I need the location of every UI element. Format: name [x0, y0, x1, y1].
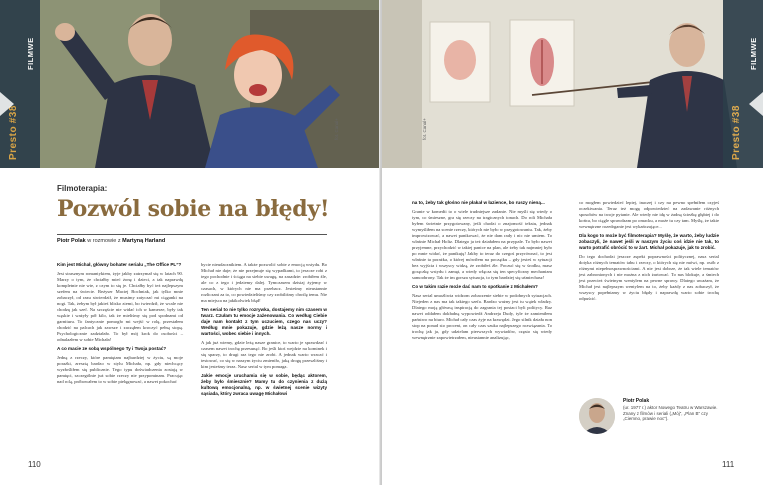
- author-bio-box: [579, 398, 719, 448]
- section-label: FILMWE: [749, 37, 758, 70]
- photo-office-scene: [0, 0, 381, 168]
- interview-question: Co w takim razie może dać nam to spotkanie z Michałem?: [412, 284, 538, 289]
- avatar: [579, 398, 615, 434]
- interview-answer: Do tego dochodzi jeszcze aspekt poprawności politycznej, nasz serial dotyka różnych tematów tabu i rzeczy, o których się nie mówi, np. osób z różnymi niepełnosprawnościami. A nie jest dobrze, że tak wiele tematów jest zabronionych i nie można z nich żartować. To nas blokuje, a śmiech jest przecież świetnym wentylem na pewne sprawy. Dlatego uważam, że Michał jest najlepszym wentylem na to, żeby każdy z nas zobaczył, że wszyscy popełniamy w życiu błędy i naprawdę warto sobie trochę odpuścić.: [579, 254, 719, 301]
- interview-question: Kim jest Michał, główny bohater serialu „The Office PL”?: [57, 262, 182, 267]
- text-column-1: [57, 262, 183, 388]
- page-number: 110: [28, 460, 41, 469]
- author-portrait-icon: [579, 398, 615, 434]
- interview-answer: bycie nieudacznikiem. A także pozwolić sobie z emocją wstydu. Bo Michał nie daje; że nie przejmuje się wypadkami, to jeszcze robi z tego pochodnie i ściąga na siebie uwagę, na zasadzie: zrobiłem źle, ale co z tego i jedziemy dalej. Tymczasem dzisiaj żyjemy w czasach, w których nie ma przebacz. Jesteśmy nieustannie rozliczani za to, co powiedzieliśmy czy zrobiliśmy chwilę temu. Nie ma miejsca na jakikolwiek błąd!: [201, 262, 327, 303]
- magazine-name: Presto: [8, 125, 19, 160]
- interview-answer: Jest strasznym romantykiem, żyje jakby zatrzymał się w latach 90. Marzy o tym, że chciałby mieć żonę i dzieci, a tak naprawdę kompletnie nie wie, z czym to się je. Chciałby być też najlepszym szefem na świecie. Reżyser Maciej Bochniak, jak tylko mnie zobaczył, od razu stwierdził, że musimy zatyczać mi ciąganki na nogi. Tak, żebym był jakieś blisko ziemi, bo twierdził, że wcale nie chodzę jak szef. Na szczęście nie widać ich w kamerze, były tak wąskie i ważyły pół kilo, tak że mieliśmy się pod spodnami od garnituru. To fantycznie pomogło mi wejść w rolę, przestałem chodzić na palcach jak zawsze i zacząłem kroczyć pełną stopą. Psychologicznie zadziałało. To był mój krok do osobości – odnalazłem w sobie Michała!: [57, 271, 183, 342]
- text-column-2: [201, 262, 327, 400]
- photo-credit: fot. Canal+: [422, 118, 427, 140]
- interview-answer: co mogłem powiedzieć lepiej, inaczej i czy na pewno spełniłem czyjeś oczekiwania. Teraz też mogę odpowiedzieć na zadawanie różnych sposobów na twoje pytanie. Ale wtedy nie idę w żadną ścieżkę głębiej i do końca, bo ciągle sprawdzam po omacku, a może tu czy tam. Myślę, że takie wewnętrzne rozedrganie jest wykańczające...: [579, 200, 719, 229]
- author-description: (ur. 1977 r.) aktor Nowego Teatru w Warszawie. Znany z filmów i seriali („Mój”, „Plan B” czy „Ciemno, prawie noc”).: [623, 404, 718, 422]
- fold-marker-icon: [749, 92, 763, 116]
- author-name: Piotr Polak: [623, 398, 650, 404]
- interview-answer: Granie w komedii to o wiele trudniejsze zadanie. Nie myśli się wtedy o tym, co śmieszne, gra się rzeczy na tragicznych tonach. Do roli Michała byłem świetnie przygotowany, jeśli chodzi o znajomość tekstu, jednak wymyśliłem na scenie rzeczy, których nie było w przygotowaniu. Tak, żeby improwizować, a nawet panikować, że nie dam rady i nic nie umiem. To właśnie Michał Holtz. Dlatego ja też działałem na przypale. To było nawet przyjemne, przychodzić w takiej panice na plan, ale żeby tak najmniej było po mnie widać, że panikuję! Jakby to teraz do czegoś przyrównać, to jest właśnie ta porażka, o której mówiłem na początku – gdy jesteś w sytuacji bez wyjścia i wszyscy widzą, że zrobiłeś źle. Poczuć się w środku, masz gorączkę wstydu i zamęt, a wtedy włącza się ten specyficzny mechanizm samoobrony. Tak że im gorsza sytuacja, to tym bardziej się uśmiechasz!: [412, 209, 552, 280]
- photo-credit: fot. Canal+: [334, 118, 339, 140]
- byline-connector: w rozmowie z: [87, 238, 121, 244]
- interview-question: Dla kogo to może być filmoterapia? Myślę, że warto, żeby ludzie zobaczyli, że nawet jeśli w naszym życiu coś idzie nie tak, to warto potrafić obrócić to w żart. Michał pokazuje, jak to zrobić.: [579, 233, 719, 250]
- author-bio: [623, 398, 719, 422]
- fold-marker-icon: [0, 92, 14, 116]
- text-column-1: [412, 200, 552, 344]
- section-label: FILMWE: [26, 37, 35, 70]
- interview-question: Ten serial to nie tylko rozrywka, dostajemy nim czasem w twarz. Czułam tu emocje zażenowania. Co według Ciebie daje nam kontakt z tym uczuciem, czego nas uczy? Według mnie pokazuje, gdzie leżą nasze normy i wartości, wobec siebie i innych.: [201, 307, 327, 336]
- article-headline: Pozwól sobie na błędy!: [57, 196, 330, 222]
- interview-answer: Nasz serial umożliwia widzom zobaczenie siebie w podobnych sytuacjach. Niejeden z nas ma tak takiego szefa. Bardzo ważny jest tu wątek władzy. Dlatego moją główną inspiracją do zagrania tej postaci byli politycy. Raz nawet oddałem dokładną wypowiedź Andrzeja Dudy, tyle że zamieniłem państwo na biuro. Michał cały czas żyje na krawędzi. Jego silnik działa non stop na ponad sto procent, on cały czas szuka najlepszego rozwiązania. To trochę jak ja, gdy udzielam pierwszych wywiadów, często się wtedy wewnętrznie zapowietrzałem, nieustannie analizując,: [412, 293, 552, 340]
- issue-number: #38: [8, 105, 19, 124]
- interview-answer: A jak już wiemy, gdzie leżą nasze granice, to warto je sprawdzać i czasem nawet trochę przesunąć. Bo jeśli ktoś wejdzie na kominek i się sparzy, to drugi raz tego nie zrobi. A jednak warto wracać i testować, co się w naszym życiu zmieniło, jaką drogę przeszliśmy i kim jesteśmy teraz. Nasz serial w tym pomaga.: [201, 340, 327, 369]
- byline: [57, 234, 327, 244]
- issue-number: #38: [731, 105, 742, 124]
- photo-office-presentation: [382, 0, 763, 168]
- byline-author: Piotr Polak: [57, 238, 86, 244]
- photo-illustration: [0, 0, 381, 168]
- page-number: 111: [722, 460, 735, 469]
- right-page: [382, 0, 763, 485]
- left-page: [0, 0, 381, 485]
- interview-question: Jakie emocje uruchamia się w sobie, będąc aktorem, żeby było śmiesznie? Mamy tu do czynienia z dużą kultową emocjonalną, np. w świetnej scenie wizyty sąsiada, który zwraca uwagę Michałowi: [201, 373, 327, 396]
- article-kicker: Filmoterapia:: [57, 184, 108, 193]
- magazine-name: Presto: [731, 125, 742, 160]
- photo-illustration: [382, 0, 763, 168]
- section-side-tab: [0, 0, 40, 168]
- text-column-2: [579, 200, 719, 305]
- interview-answer: Jedną z rzeczy, które pamiętam najbardziej w życiu, są moje porażki, zresztą bardzo w stylu Michała, np. gdy niechcący wyzłośliłem się publicznie. Tego typu doświadczenia zostają w pamięci, szczególnie już sobie rzeczy nie przypominam. Pracując nad rolą, próbowałem to w sobie pielęgnować, a nawet pokochać: [57, 355, 183, 384]
- byline-guest: Martyną Harland: [122, 238, 166, 244]
- interview-question: na to, żeby tak głośno nie płakał w łazience, bo ruszy nieną...: [412, 200, 545, 205]
- section-side-tab: [723, 0, 763, 168]
- interview-question: A co macie ze sobą wspólnego Ty i Twoja postać?: [57, 346, 167, 351]
